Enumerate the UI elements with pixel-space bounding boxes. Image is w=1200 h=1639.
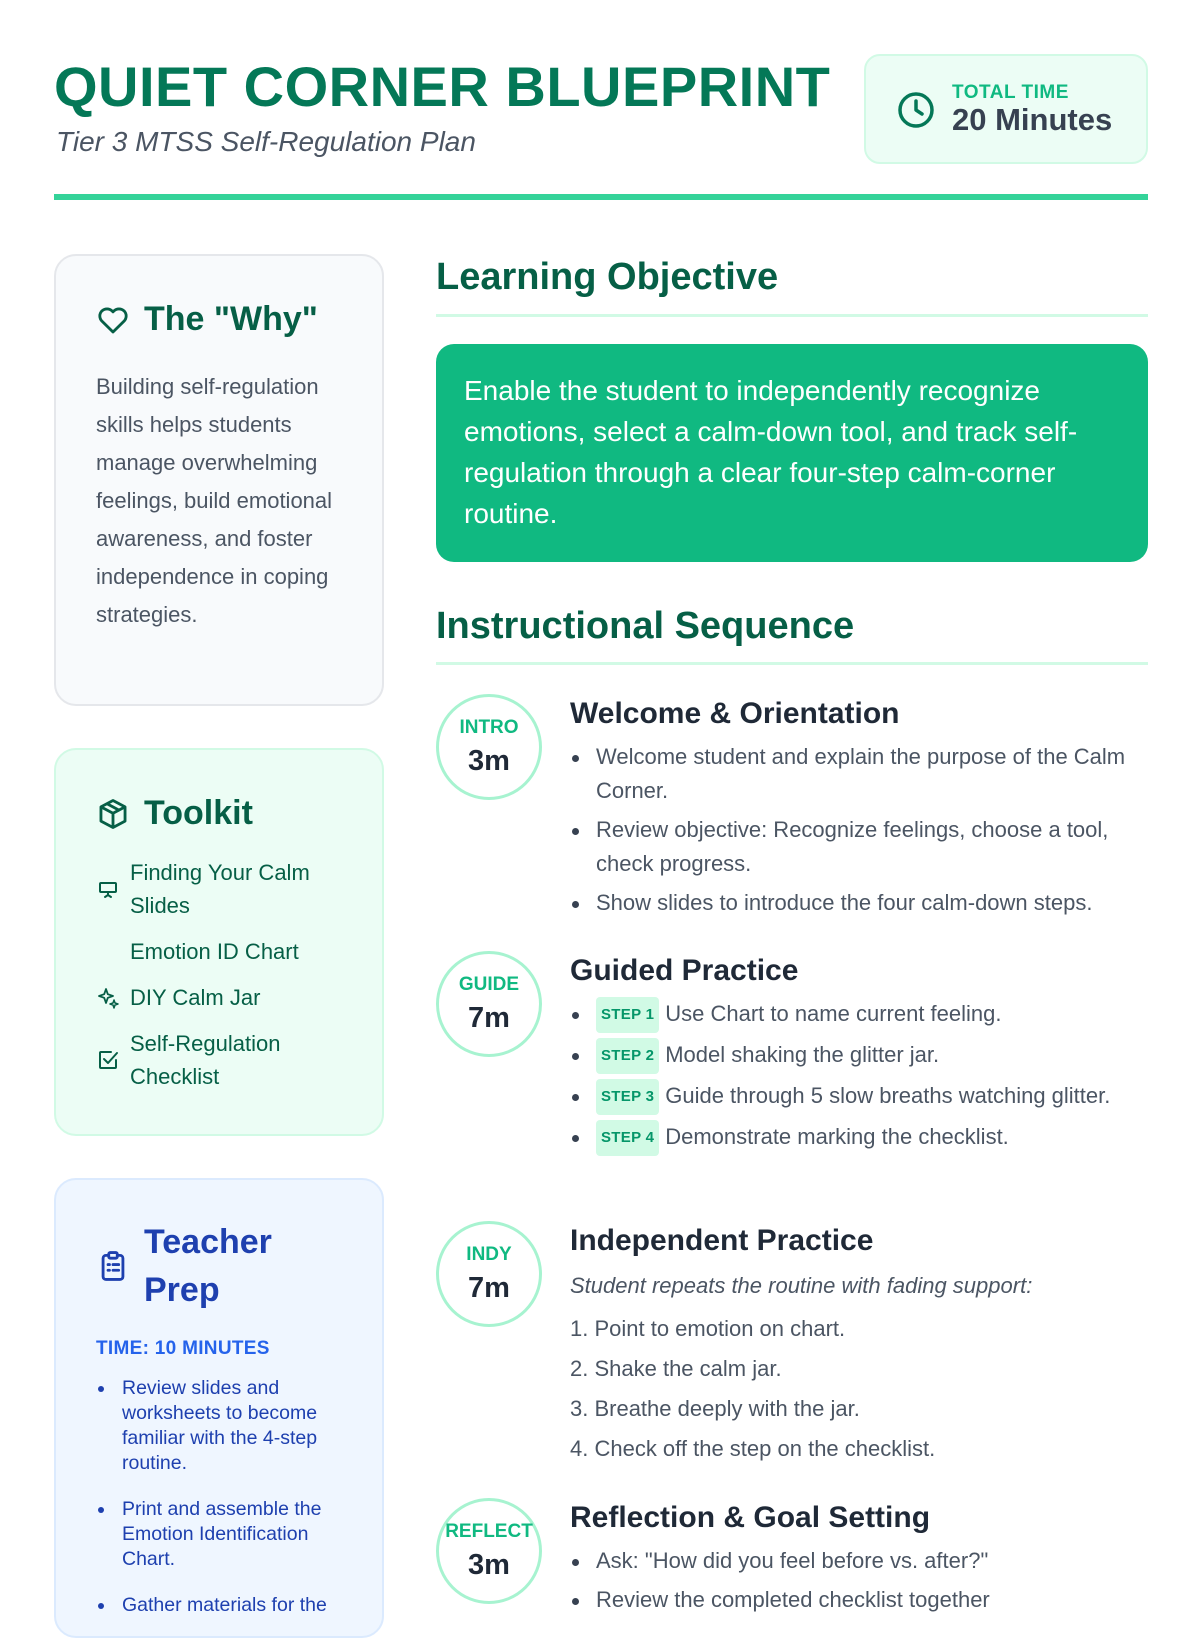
step-tag: STEP 2	[596, 1038, 659, 1074]
step-title: Guided Practice	[570, 954, 799, 987]
step-body	[570, 694, 1148, 925]
heart-icon	[96, 303, 130, 337]
toolkit-item-label: Emotion ID Chart	[130, 939, 299, 964]
step-badge-label: REFLECT	[445, 1521, 533, 1542]
toolkit-item	[96, 935, 356, 968]
numbered-item: 1. Point to emotion on chart.	[570, 1316, 846, 1341]
step-body	[570, 951, 1148, 1161]
step-time-badge	[436, 951, 542, 1057]
step-tag: STEP 4	[596, 1120, 659, 1156]
step-bullet-text: Use Chart to name current feeling.	[665, 1001, 1002, 1026]
step-title: Welcome & Orientation	[570, 697, 900, 730]
step-body	[570, 1221, 1148, 1475]
prep-item: Review slides and worksheets to become familiar with the 4-step routine.	[96, 1376, 346, 1476]
package-icon	[96, 797, 130, 831]
page-subtitle: Tier 3 MTSS Self-Regulation Plan	[56, 126, 476, 157]
teacher-prep-card	[54, 1178, 384, 1638]
why-card	[54, 254, 384, 706]
numbered-item: 2. Shake the calm jar.	[570, 1356, 782, 1381]
sequence-divider	[436, 662, 1148, 665]
step-title: Independent Practice	[570, 1224, 874, 1257]
step-badge-label: GUIDE	[458, 974, 520, 995]
numbered-item: 4. Check off the step on the checklist.	[570, 1436, 936, 1461]
step-bullet-text: Model shaking the glitter jar.	[665, 1042, 940, 1067]
prep-list	[96, 1376, 346, 1639]
why-title: The "Why"	[144, 300, 318, 338]
step-bullet	[570, 1079, 1148, 1115]
step-bullets	[570, 997, 1148, 1156]
toolkit-list	[96, 856, 356, 1106]
clipboard-list-icon	[96, 1249, 130, 1283]
step-bullet: Welcome student and explain the purpose of the Calm Corner.	[570, 740, 1148, 808]
step-bullet-text: Guide through 5 slow breaths watching glitter.	[665, 1083, 1111, 1108]
step-bullet	[570, 1120, 1148, 1156]
prep-item: Gather materials for the	[96, 1593, 346, 1618]
step-bullets	[570, 740, 1148, 920]
toolkit-item	[96, 1027, 356, 1093]
toolkit-card	[54, 748, 384, 1136]
toolkit-item	[96, 856, 356, 922]
page-title: QUIET CORNER BLUEPRINT	[54, 55, 831, 118]
prep-heading	[96, 1218, 294, 1315]
step-bullet: Show slides to introduce the four calm-down steps.	[570, 886, 1148, 920]
toolkit-item-label: DIY Calm Jar	[130, 985, 261, 1010]
step-badge-time: 3m	[468, 745, 510, 777]
toolkit-title: Toolkit	[144, 794, 253, 832]
step-title: Reflection & Goal Setting	[570, 1501, 931, 1534]
toolkit-item-label: Self-Regulation Checklist	[130, 1031, 281, 1089]
step-badge-time: 7m	[468, 1002, 510, 1034]
presentation-icon	[96, 877, 120, 901]
step-bullet: Review objective: Recognize feelings, choose a tool, check progress.	[570, 813, 1148, 881]
objective-heading: Learning Objective	[436, 256, 779, 298]
step-time-badge	[436, 694, 542, 800]
total-time-value: 20 Minutes	[952, 102, 1113, 137]
objective-divider	[436, 314, 1148, 317]
toolkit-item	[96, 981, 356, 1014]
step-bullet	[570, 1038, 1148, 1074]
sparkles-icon	[96, 986, 120, 1010]
toolkit-item-label: Finding Your Calm Slides	[130, 860, 310, 918]
prep-time: TIME: 10 MINUTES	[96, 1338, 270, 1359]
step-tag: STEP 1	[596, 997, 659, 1033]
checkbox-icon	[96, 1048, 120, 1072]
step-badge-label: INDY	[466, 1244, 512, 1265]
sequence-heading: Instructional Sequence	[436, 605, 855, 647]
toolkit-item-blank-icon	[96, 940, 120, 964]
step-badge-time: 3m	[468, 1549, 510, 1581]
step-badge-label: INTRO	[459, 717, 519, 738]
step-bullet: Review the completed checklist together	[570, 1583, 1148, 1617]
step-bullets	[570, 1544, 1148, 1617]
step-body	[570, 1498, 1148, 1622]
why-heading	[96, 296, 318, 344]
step-bullet: Ask: "How did you feel before vs. after?"	[570, 1544, 1148, 1578]
step-badge-time: 7m	[468, 1272, 510, 1304]
numbered-item: 3. Breathe deeply with the jar.	[570, 1396, 860, 1421]
total-time-box	[864, 54, 1148, 164]
step-bullet-text: Demonstrate marking the checklist.	[665, 1124, 1009, 1149]
why-description: Building self-regulation skills helps students manage overwhelming feelings, build emotional awareness, and foster independence in coping strategies.	[96, 374, 333, 627]
step-time-badge	[436, 1221, 542, 1327]
clock-icon	[894, 88, 938, 132]
step-numbered-list	[570, 1315, 1148, 1463]
step-tag: STEP 3	[596, 1079, 659, 1115]
prep-item: Print and assemble the Emotion Identification Chart.	[96, 1497, 346, 1572]
objective-box: Enable the student to independently recognize emotions, select a calm-down tool, and track self-regulation through a clear four-step calm-corner routine.	[436, 344, 1148, 562]
prep-title: Teacher Prep	[144, 1223, 272, 1310]
step-time-badge	[436, 1498, 542, 1604]
step-bullet	[570, 997, 1148, 1033]
total-time-label: TOTAL TIME	[952, 82, 1069, 103]
step-intro: Student repeats the routine with fading support:	[570, 1273, 1033, 1298]
toolkit-heading	[96, 790, 253, 838]
header-divider	[54, 194, 1148, 200]
